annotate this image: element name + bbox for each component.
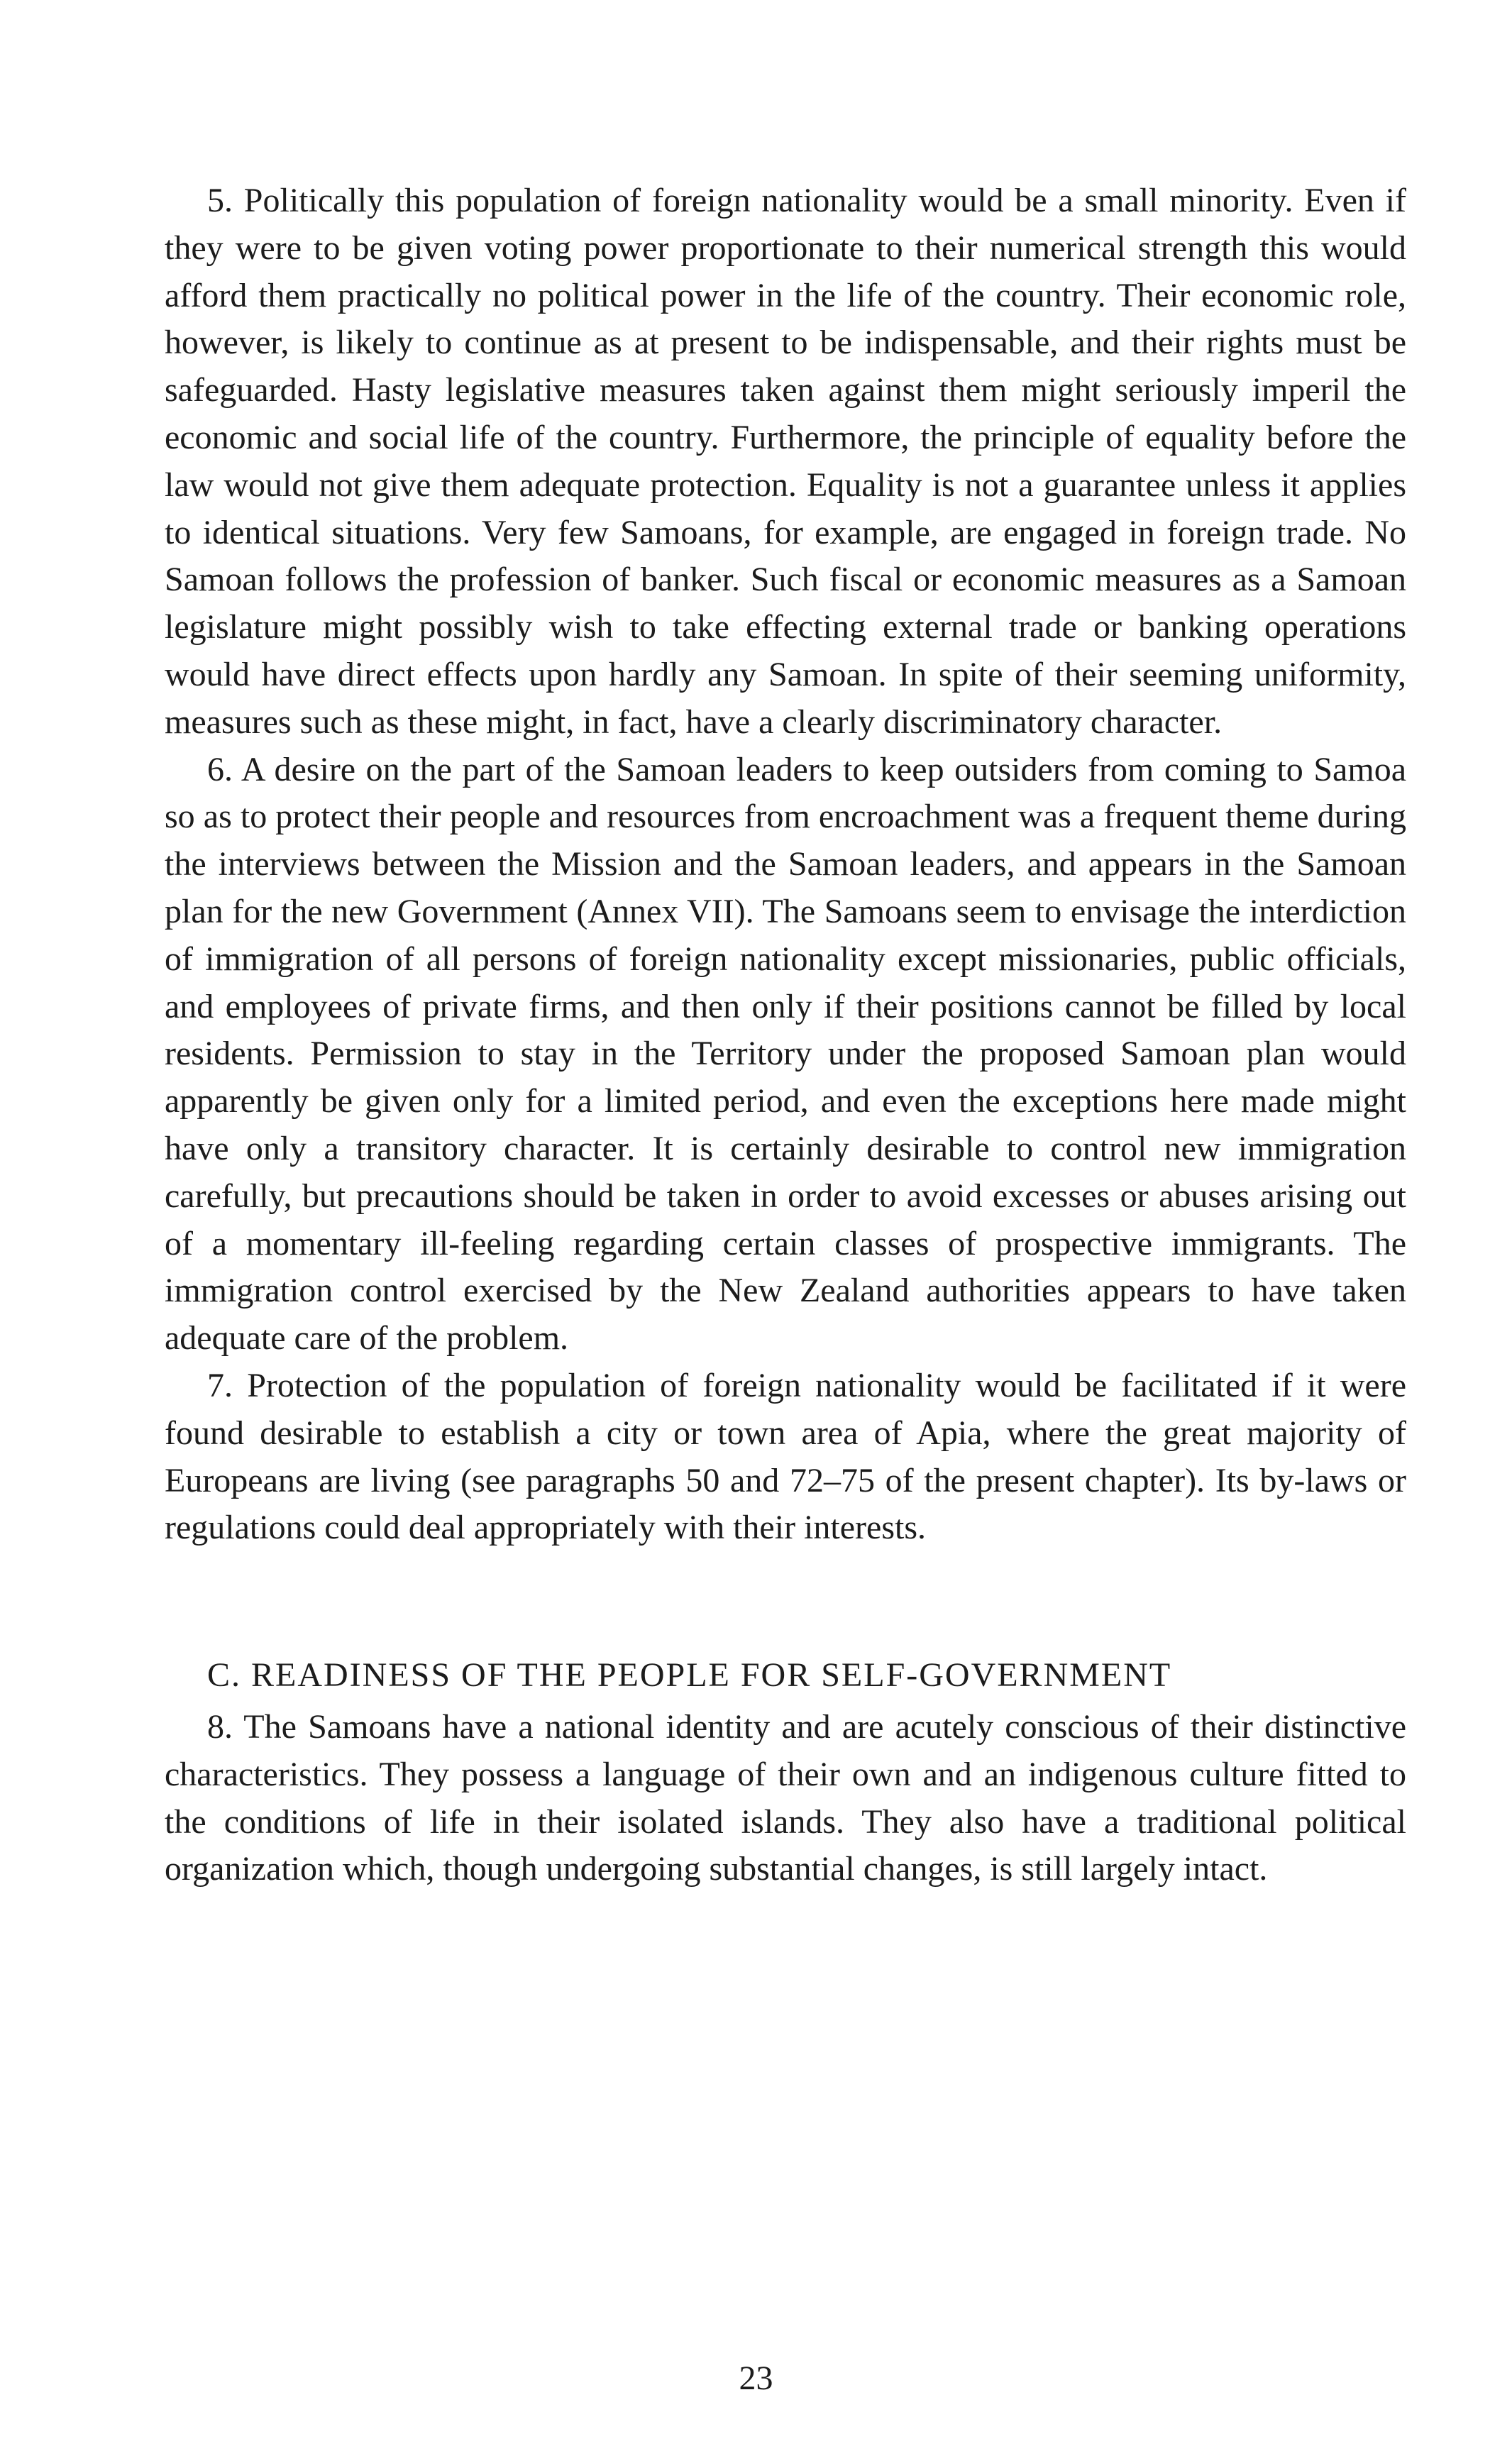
paragraph-8: 8. The Samoans have a national identity and are acutely conscious of their distinctive characteristics. They possess a language of their own and an indigenous culture fitted to the conditions of life in their isolated islands. They also have a traditional political organization which, though undergoing substantial changes, is still largely intact. — [165, 1707, 1406, 1888]
paragraph-5: 5. Politically this population of foreign nationality would be a small minority. Even if they were to be given voting power proportionate to their numerical strength this would afford them practically no political power in the life of the country. Their economic role, however, is likely to continue as at present to be indispensable, and their rights must be safeguarded. Hasty legislative measures taken against them might seriously imperil the economic and social life of the country. Furthermore, the principle of equality before the law would not give them adequate protection. Equality is not a guarantee unless it applies to identical situations. Very few Samoans, for example, are engaged in foreign trade. No Samoan follows the profession of banker. Such fiscal or economic measures as a Samoan legislature might possibly wish to take effecting external trade or banking operations would have direct effects upon hardly any Samoan. In spite of their seeming uniformity, measures such as these might, in fact, have a clearly discriminatory character. — [165, 182, 1406, 741]
page-body — [165, 177, 1406, 1893]
page-number: 23 — [739, 2359, 773, 2397]
paragraph-7: 7. Protection of the population of foreign nationality would be facilitated if it were found desirable to establish a city or town area of Apia, where the great majority of Europeans are living (see paragraphs 50 and 72–75 of the present chapter). Its by-laws or regulations could deal appropriately with their interests. — [165, 1366, 1406, 1547]
section-heading: C. READINESS OF THE PEOPLE FOR SELF-GOVERNMENT — [207, 1656, 1172, 1695]
paragraph-6: 6. A desire on the part of the Samoan leaders to keep outsiders from coming to Samoa so as to protect their people and resources from encroachment was a frequent theme during the interviews between the Mission and the Samoan leaders, and appears in the Samoan plan for the new Government (Annex VII). The Samoans seem to envisage the interdiction of immigration of all persons of foreign nationality except missionaries, public officials, and employees of private firms, and then only if their positions cannot be filled by local residents. Permission to stay in the Territory under the proposed Samoan plan would apparently be given only for a limited period, and even the exceptions here made might have only a transitory character. It is certainly desirable to control new immigration carefully, but precautions should be taken in order to avoid excesses or abuses arising out of a momentary ill-feeling regarding certain classes of prospective immigrants. The immigration control exercised by the New Zealand authorities appears to have taken adequate care of the problem. — [165, 750, 1406, 1357]
